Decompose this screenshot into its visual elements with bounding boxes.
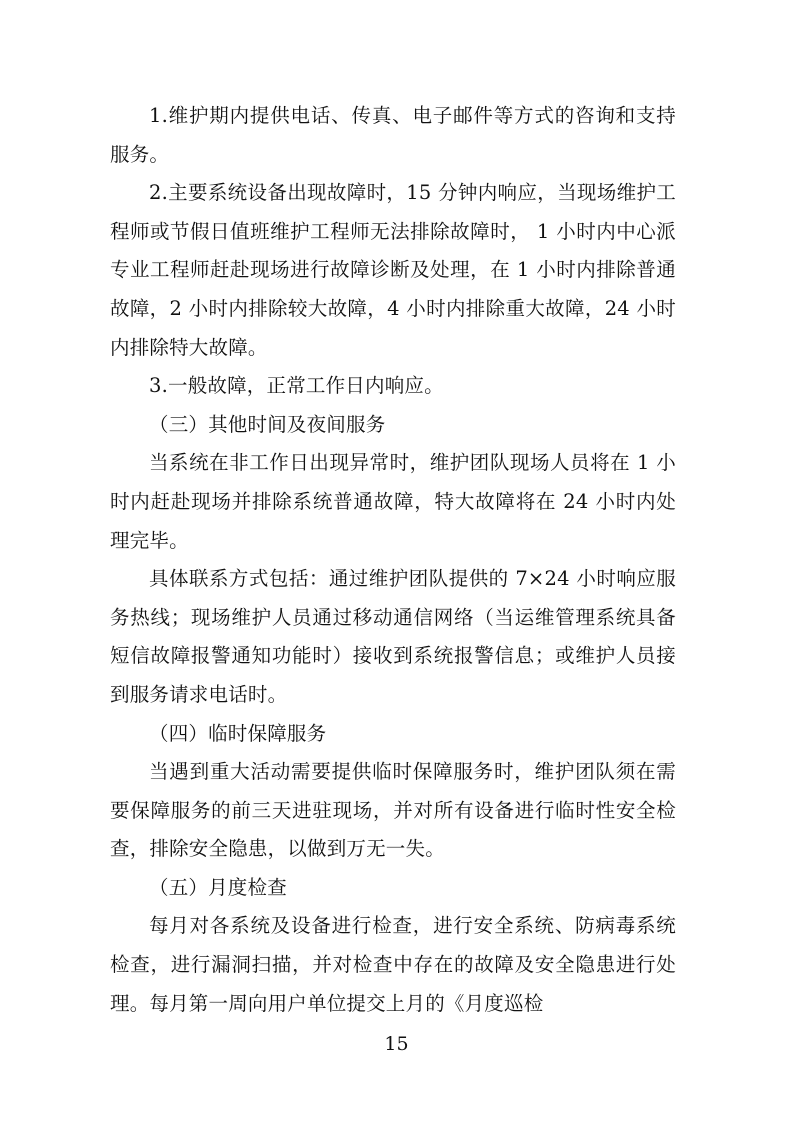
paragraph-item-2: 2.主要系统设备出现故障时，15 分钟内响应，当现场维护工程师或节假日值班维护工程师无法排除故障时， 1 小时内中心派专业工程师赶赴现场进行故障诊断及处理，在 1 小时内排除普通故障，2 小时内排除较大故障，4 小时内排除重大故障，24 小时内排除特大故障。 — [110, 181, 676, 359]
section-heading-temporary-support: （四）临时保障服务 — [149, 721, 327, 745]
section-heading-monthly-check: （五）月度检查 — [149, 875, 287, 899]
page-number: 15 — [384, 1033, 409, 1055]
paragraph-contact-methods: 具体联系方式包括：通过维护团队提供的 7×24 小时响应服务热线；现场维护人员通过移动通信网络（当运维管理系统具备短信故障报警通知功能时）接收到系统报警信息；或维护人员接到服务请求电话时。 — [110, 567, 676, 706]
paragraph-item-3: 3.一般故障，正常工作日内响应。 — [149, 374, 444, 398]
paragraph-item-1: 1.维护期内提供电话、传真、电子邮件等方式的咨询和支持服务。 — [110, 104, 676, 166]
document-body — [110, 97, 676, 1023]
section-heading-other-time: （三）其他时间及夜间服务 — [149, 412, 386, 436]
paragraph-non-workday: 当系统在非工作日出现异常时，维护团队现场人员将在 1 小时内赶赴现场并排除系统普通故障，特大故障将在 24 小时内处理完毕。 — [110, 451, 676, 552]
paragraph-temporary-support: 当遇到重大活动需要提供临时保障服务时，维护团队须在需要保障服务的前三天进驻现场，并对所有设备进行临时性安全检查，排除安全隐患，以做到万无一失。 — [110, 760, 676, 861]
paragraph-monthly-check: 每月对各系统及设备进行检查，进行安全系统、防病毒系统检查，进行漏洞扫描，并对检查中存在的故障及安全隐患进行处理。每月第一周向用户单位提交上月的《月度巡检 — [110, 914, 676, 1015]
